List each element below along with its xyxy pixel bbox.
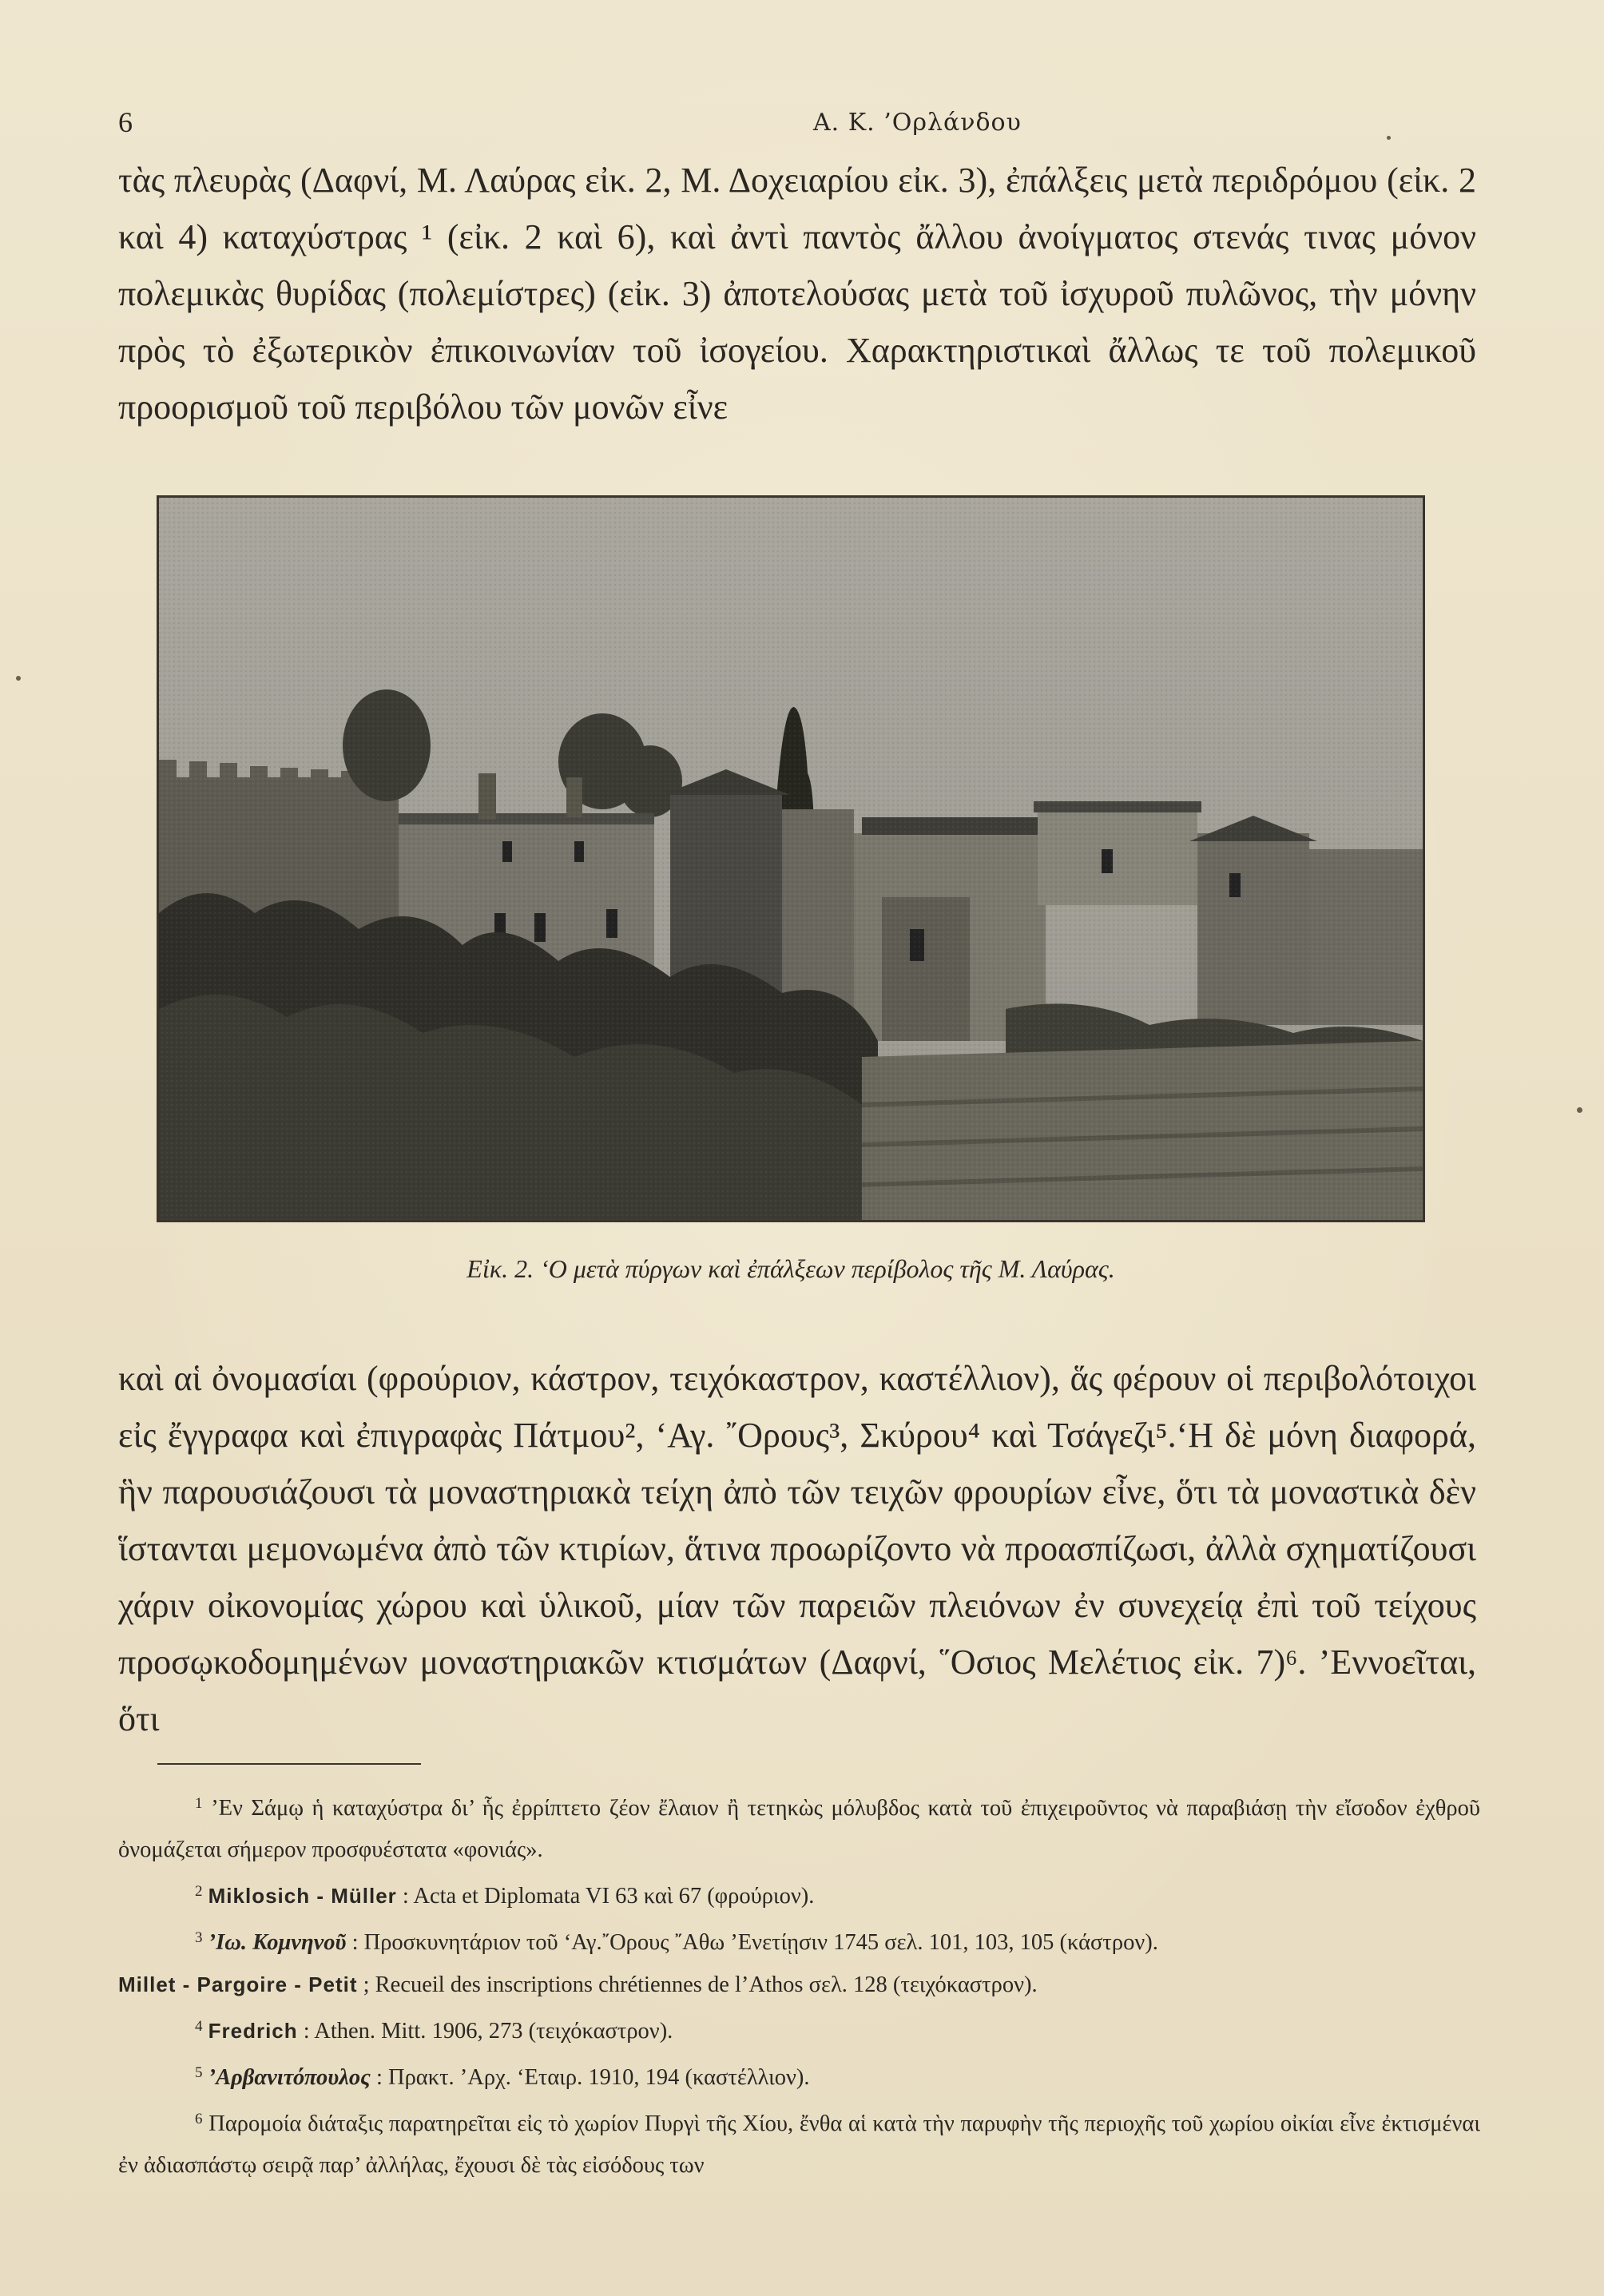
footnote-text: ’Εν Σάμῳ ἡ καταχύστρα δι’ ἧς ἐρρίπτετο ζέον ἔλαιον ἢ τετηκὼς μόλυβδος κατὰ τοῦ ἐπιχειροῦντος νὰ παραβιάσῃ τὴν εἴσοδον ἐχθροῦ ὀνομάζεται σήμερον προσφυέστατα «φονιάς». <box>118 1796 1481 1862</box>
footnote-author: ’Ιω. Κομνηνοῦ <box>208 1930 347 1955</box>
footnote-text: Παρομοία διάταξις παρατηρεῖται εἰς τὸ χωρίον Πυργὶ τῆς Χίου, ἔνθα αἱ κατὰ τὴν παρυφὴν τῆς περιοχῆς τοῦ χωρίου οἰκίαι εἶνε ἐκτισμέναι ἐν ἀδιασπάστῳ σειρᾷ παρ’ ἀλλήλας, ἔχουσι δὲ τὰς εἰσόδους των <box>118 2111 1480 2178</box>
footnote-author: Miklosich - Müller <box>208 1884 397 1908</box>
paragraph-text: καὶ αἱ ὀνομασίαι (φρούριον, κάστρον, τειχόκαστρον, καστέλλιον), ἅς φέρουν οἱ περιβολότοιχοι εἰς ἔγγραφα καὶ ἐπιγραφὰς Πάτμου², ‘Αγ. ῎Ορους³, Σκύρου⁴ καὶ Τσάγεζι⁵.‘Η δὲ μόνη διαφορά, ἣν παρουσιάζουσι τὰ μοναστηριακὰ τείχη ἀπὸ τῶν τειχῶν φρουρίων εἶνε, ὅτι τὰ μοναστικὰ δὲν ἵστανται μεμονωμένα ἀπὸ τῶν κτιρίων, ἅτινα προωρίζοντο νὰ προασπίζωσι, ἀλλὰ σχηματίζουσι χάριν οἰκονομίας χώρου καὶ ὑλικοῦ, μίαν τῶν παρειῶν πλειόνων ἐν συνεχείᾳ ἐπὶ τοῦ τείχους προσῳκοδομημένων μοναστηριακῶν κτισμάτων (Δαφνί, ῞Οσιος Μελέτιος εἰκ. 7)⁶. ’Εννοεῖται, ὅτι <box>118 1359 1476 1738</box>
footnote-5 <box>118 2052 1480 2099</box>
footnote-number: 1 <box>195 1795 203 1812</box>
running-head: Α. Κ. ’Ορλάνδου <box>813 109 1022 137</box>
footnote-number: 4 <box>195 2018 203 2035</box>
footnote-2 <box>118 1871 1480 1917</box>
footnote-3 <box>118 1917 1480 1964</box>
figure-photo-lavra-monastery <box>157 495 1425 1222</box>
footnotes <box>118 1783 1480 2187</box>
footnote-1 <box>118 1783 1480 1871</box>
footnote-6 <box>118 2099 1480 2187</box>
footnote-author: Millet - Pargoire - Petit <box>118 1972 358 1996</box>
footnote-text: ; Recueil des inscriptions chrétiennes de l’Athos σελ. 128 (τειχόκαστρον). <box>363 1972 1038 1997</box>
figure-caption: Εἰκ. 2. ‘Ο μετὰ πύργων καὶ ἐπάλξεων περίβολος τῆς Μ. Λαύρας. <box>467 1254 1115 1283</box>
footnote-4 <box>118 2006 1480 2052</box>
footnote-text: : Acta et Diplomata VI 63 καὶ 67 (φρούριον). <box>402 1884 815 1909</box>
body-paragraph-1 <box>118 152 1476 435</box>
footnote-number: 3 <box>195 1929 203 1946</box>
footnote-author: Fredrich <box>208 2019 298 2043</box>
footnote-number: 5 <box>195 2064 203 2081</box>
footnote-text: : Athen. Mitt. 1906, 273 (τειχόκαστρον). <box>303 2019 673 2044</box>
scan-speck <box>1577 1107 1582 1113</box>
footnote-3-continued <box>118 1964 1480 2006</box>
page-number: 6 <box>118 106 133 138</box>
scan-speck <box>1387 136 1391 140</box>
photo-grain <box>159 498 1423 1220</box>
footnote-rule <box>157 1763 421 1765</box>
footnote-text: : Προσκυνητάριον τοῦ ‘Αγ.῎Ορους ῎Αθω ’Ενετίῃσιν 1745 σελ. 101, 103, 105 (κάστρον). <box>351 1930 1158 1955</box>
scan-speck <box>16 676 21 681</box>
paragraph-text: τὰς πλευρὰς (Δαφνί, Μ. Λαύρας εἰκ. 2, Μ. Δοχειαρίου εἰκ. 3), ἐπάλξεις μετὰ περιδρόμου (εἰκ. 2 καὶ 4) καταχύστρας ¹ (εἰκ. 2 καὶ 6), καὶ ἀντὶ παντὸς ἄλλου ἀνοίγματος στενάς τινας μόνον πολεμικὰς θυρίδας (πολεμίστρες) (εἰκ. 3) ἀποτελούσας μετὰ τοῦ ἰσχυροῦ πυλῶνος, τὴν μόνην πρὸς τὸ ἐξωτερικὸν ἐπικοινωνίαν τοῦ ἰσογείου. Χαρακτηριστικαὶ ἄλλως τε τοῦ πολεμικοῦ προορισμοῦ τοῦ περιβόλου τῶν μονῶν εἶνε <box>118 161 1476 427</box>
footnote-number: 6 <box>195 2111 203 2127</box>
page-header <box>118 105 1492 144</box>
footnote-text: : Πρακτ. ’Αρχ. ‘Εταιρ. 1910, 194 (καστέλλιον). <box>375 2065 810 2090</box>
footnote-author: ’Αρβανιτόπουλος <box>208 2065 371 2090</box>
body-paragraph-2 <box>118 1350 1476 1747</box>
footnote-number: 2 <box>195 1883 203 1900</box>
